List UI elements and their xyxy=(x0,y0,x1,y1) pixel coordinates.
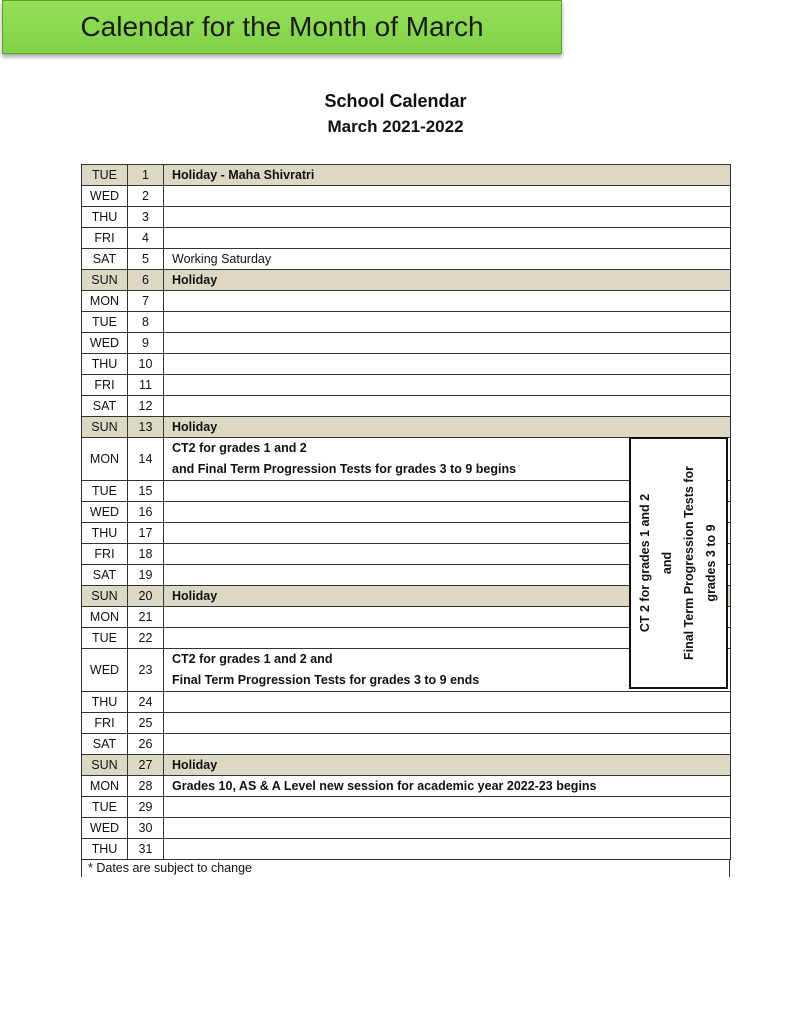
date-cell: 7 xyxy=(128,291,164,312)
date-cell: 2 xyxy=(128,186,164,207)
date-cell: 9 xyxy=(128,333,164,354)
date-cell: 20 xyxy=(128,586,164,607)
date-cell: 25 xyxy=(128,713,164,734)
day-cell: THU xyxy=(82,523,128,544)
day-cell: MON xyxy=(82,438,128,481)
day-cell: TUE xyxy=(82,481,128,502)
event-cell xyxy=(164,186,731,207)
day-cell: SAT xyxy=(82,565,128,586)
event-cell xyxy=(164,207,731,228)
day-cell: SUN xyxy=(82,586,128,607)
event-cell xyxy=(164,228,731,249)
calendar-row xyxy=(82,228,731,249)
date-cell: 8 xyxy=(128,312,164,333)
calendar-row xyxy=(82,776,731,797)
day-cell: THU xyxy=(82,692,128,713)
event-line: CT2 for grades 1 and 2 and xyxy=(172,652,333,666)
date-cell: 27 xyxy=(128,755,164,776)
date-cell: 1 xyxy=(128,165,164,186)
date-cell: 28 xyxy=(128,776,164,797)
day-cell: SAT xyxy=(82,734,128,755)
event-line: and Final Term Progression Tests for grades 3 to 9 begins xyxy=(172,462,517,476)
event-cell xyxy=(164,734,731,755)
day-cell: WED xyxy=(82,186,128,207)
date-cell: 13 xyxy=(128,417,164,438)
event-cell xyxy=(164,333,731,354)
calendar-row xyxy=(82,270,731,291)
event-cell: Holiday xyxy=(164,755,731,776)
date-cell: 3 xyxy=(128,207,164,228)
date-cell: 29 xyxy=(128,797,164,818)
day-cell: TUE xyxy=(82,797,128,818)
day-cell: SAT xyxy=(82,249,128,270)
date-cell: 5 xyxy=(128,249,164,270)
footnote-border-left xyxy=(81,859,82,877)
event-cell xyxy=(164,692,731,713)
event-cell: Grades 10, AS & A Level new session for academic year 2022-23 begins xyxy=(164,776,731,797)
calendar-row xyxy=(82,375,731,396)
event-cell: Holiday - Maha Shivratri xyxy=(164,165,731,186)
day-cell: SUN xyxy=(82,270,128,291)
day-cell: SUN xyxy=(82,755,128,776)
date-cell: 19 xyxy=(128,565,164,586)
date-cell: 17 xyxy=(128,523,164,544)
day-cell: WED xyxy=(82,333,128,354)
date-cell: 6 xyxy=(128,270,164,291)
exam-line: CT 2 for grades 1 and 2 xyxy=(638,493,653,633)
calendar-row xyxy=(82,734,731,755)
day-cell: TUE xyxy=(82,312,128,333)
date-cell: 24 xyxy=(128,692,164,713)
footnote-border-right xyxy=(729,859,730,877)
day-cell: MON xyxy=(82,607,128,628)
calendar-row xyxy=(82,797,731,818)
date-cell: 4 xyxy=(128,228,164,249)
calendar-row xyxy=(82,839,731,860)
day-cell: MON xyxy=(82,291,128,312)
event-line: Final Term Progression Tests for grades 3 to 9 ends xyxy=(172,673,480,687)
exam-line: Final Term Progression Tests for xyxy=(682,465,697,661)
date-cell: 14 xyxy=(128,438,164,481)
banner-title: Calendar for the Month of March xyxy=(2,0,562,54)
calendar-row xyxy=(82,417,731,438)
day-cell: FRI xyxy=(82,713,128,734)
date-cell: 21 xyxy=(128,607,164,628)
day-cell: THU xyxy=(82,207,128,228)
day-cell: WED xyxy=(82,649,128,692)
day-cell: MON xyxy=(82,776,128,797)
calendar-row xyxy=(82,186,731,207)
event-cell xyxy=(164,797,731,818)
date-cell: 30 xyxy=(128,818,164,839)
page-subtitle: March 2021-2022 xyxy=(327,117,464,136)
calendar-row xyxy=(82,354,731,375)
day-cell: SAT xyxy=(82,396,128,417)
day-cell: THU xyxy=(82,354,128,375)
event-cell: Holiday xyxy=(164,270,731,291)
date-cell: 15 xyxy=(128,481,164,502)
exam-line: grades 3 to 9 xyxy=(704,524,719,602)
calendar-row xyxy=(82,755,731,776)
day-cell: FRI xyxy=(82,544,128,565)
calendar-row xyxy=(82,165,731,186)
date-cell: 18 xyxy=(128,544,164,565)
calendar-row xyxy=(82,396,731,417)
day-cell: FRI xyxy=(82,228,128,249)
date-cell: 22 xyxy=(128,628,164,649)
event-cell: Holiday xyxy=(164,417,731,438)
page-title: School Calendar xyxy=(324,91,467,111)
day-cell: WED xyxy=(82,502,128,523)
event-cell xyxy=(164,818,731,839)
calendar-row xyxy=(82,249,731,270)
exam-line: and xyxy=(660,551,675,575)
calendar-row xyxy=(82,818,731,839)
calendar-row xyxy=(82,312,731,333)
day-cell: SUN xyxy=(82,417,128,438)
event-line: CT2 for grades 1 and 2 xyxy=(172,441,307,455)
date-cell: 31 xyxy=(128,839,164,860)
day-cell: TUE xyxy=(82,165,128,186)
day-cell: THU xyxy=(82,839,128,860)
date-cell: 10 xyxy=(128,354,164,375)
exam-period-box xyxy=(629,437,728,689)
event-cell xyxy=(164,312,731,333)
event-cell: Holiday xyxy=(164,586,731,607)
exam-period-text xyxy=(635,466,723,660)
day-cell: FRI xyxy=(82,375,128,396)
calendar-row xyxy=(82,713,731,734)
date-cell: 23 xyxy=(128,649,164,692)
event-cell: Working Saturday xyxy=(164,249,731,270)
calendar-row xyxy=(82,692,731,713)
calendar-row xyxy=(82,291,731,312)
event-cell xyxy=(164,375,731,396)
event-cell xyxy=(164,396,731,417)
day-cell: TUE xyxy=(82,628,128,649)
date-cell: 26 xyxy=(128,734,164,755)
date-cell: 11 xyxy=(128,375,164,396)
event-cell xyxy=(164,713,731,734)
event-cell xyxy=(164,354,731,375)
calendar-row xyxy=(82,333,731,354)
date-cell: 16 xyxy=(128,502,164,523)
calendar-row xyxy=(82,207,731,228)
event-cell xyxy=(164,291,731,312)
footnote: * Dates are subject to change xyxy=(88,861,252,875)
date-cell: 12 xyxy=(128,396,164,417)
day-cell: WED xyxy=(82,818,128,839)
event-cell xyxy=(164,839,731,860)
